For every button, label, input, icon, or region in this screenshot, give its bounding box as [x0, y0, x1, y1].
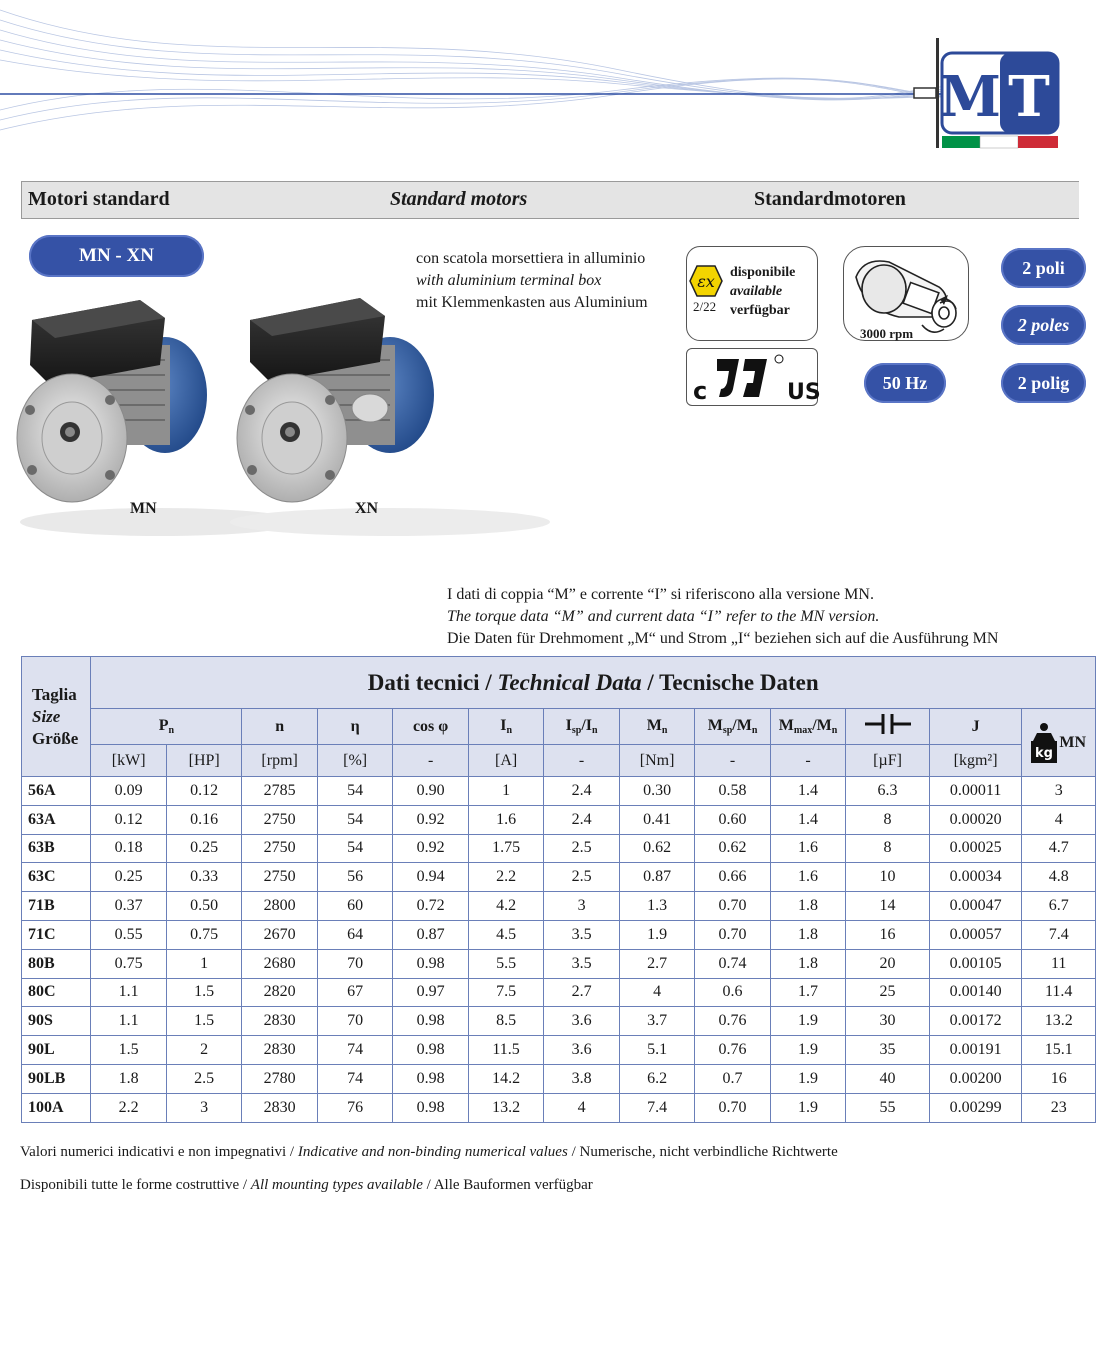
table-cell: 11.4: [1022, 978, 1096, 1007]
table-cell: 0.90: [393, 777, 468, 806]
table-cell: 40: [846, 1064, 930, 1093]
row-size: 80C: [22, 978, 91, 1007]
unit-header: -: [544, 745, 619, 777]
table-cell: 11: [1022, 949, 1096, 978]
table-cell: 2.2: [91, 1093, 166, 1122]
table-row: [22, 978, 1096, 1007]
table-cell: 14: [846, 892, 930, 921]
atex-ex-icon: [689, 265, 723, 297]
table-cell: 1.9: [770, 1036, 845, 1065]
table-cell: 1: [166, 949, 241, 978]
table-cell: 1.6: [770, 834, 845, 863]
table-cell: 60: [317, 892, 392, 921]
table-cell: 0.09: [91, 777, 166, 806]
table-cell: 0.98: [393, 949, 468, 978]
table-cell: 3.6: [544, 1036, 619, 1065]
table-cell: 0.00057: [929, 920, 1022, 949]
table-cell: 20: [846, 949, 930, 978]
table-cell: 2800: [242, 892, 317, 921]
table-cell: 6.7: [1022, 892, 1096, 921]
row-size: 63C: [22, 863, 91, 892]
note-en: The torque data “M” and current data “I” refer to the MN version.: [447, 608, 880, 625]
ex-availability-badge: [686, 246, 818, 341]
footnote-values: Valori numerici indicativi e non impegnativi / Indicative and non-binding numerical values / Numerische, nicht verbindliche Richtwerte: [20, 1144, 838, 1160]
table-cell: 13.2: [468, 1093, 543, 1122]
unit-header: [%]: [317, 745, 392, 777]
table-cell: 3.8: [544, 1064, 619, 1093]
table-cell: 4: [619, 978, 694, 1007]
capacitor-icon: [846, 709, 930, 745]
row-size: 90L: [22, 1036, 91, 1065]
header-current: $I_n$: [468, 709, 543, 745]
table-row: [22, 834, 1096, 863]
table-cell: 7.4: [1022, 920, 1096, 949]
table-cell: 2.5: [544, 834, 619, 863]
table-cell: 56: [317, 863, 392, 892]
svg-text:M: M: [939, 64, 1001, 130]
note-de: Die Daten für Drehmoment „M“ und Strom „I“ beziehen sich auf die Ausführung MN: [447, 630, 999, 647]
table-cell: 1.9: [619, 920, 694, 949]
table-cell: 6.3: [846, 777, 930, 806]
table-cell: 7.4: [619, 1093, 694, 1122]
table-cell: 2680: [242, 949, 317, 978]
weight-kg-icon: [1031, 721, 1057, 765]
table-cell: 1.8: [770, 892, 845, 921]
ex-available-de: verfügbar: [730, 303, 790, 318]
table-cell: 0.7: [695, 1064, 770, 1093]
table-cell: 2750: [242, 863, 317, 892]
header-inertia: J: [929, 709, 1022, 745]
table-cell: 0.98: [393, 1093, 468, 1122]
unit-header: -: [393, 745, 468, 777]
table-cell: 0.37: [91, 892, 166, 921]
table-cell: 2.2: [468, 863, 543, 892]
ex-available-it: disponibile: [730, 265, 796, 280]
row-size: 63B: [22, 834, 91, 863]
table-cell: 0.00191: [929, 1036, 1022, 1065]
header-power-factor: cos φ: [393, 709, 468, 745]
motor-xn-image: [237, 298, 434, 502]
header-wave-graphic: [0, 0, 960, 150]
table-cell: 0.75: [166, 920, 241, 949]
table-cell: 67: [317, 978, 392, 1007]
title-bar: [21, 181, 1079, 219]
svg-text:kg: kg: [1035, 745, 1054, 761]
table-cell: 3.7: [619, 1007, 694, 1036]
table-cell: 4.5: [468, 920, 543, 949]
table-cell: 0.00105: [929, 949, 1022, 978]
unit-header: [HP]: [166, 745, 241, 777]
table-cell: 0.00172: [929, 1007, 1022, 1036]
motor-mn-image: [17, 300, 207, 502]
table-cell: 0.55: [91, 920, 166, 949]
motor-illustrations: [10, 290, 570, 540]
table-cell: 1.9: [770, 1007, 845, 1036]
table-cell: 1.3: [619, 892, 694, 921]
table-cell: 0.00299: [929, 1093, 1022, 1122]
terminal-box-it: con scatola morsettiera in alluminio: [416, 250, 646, 267]
table-cell: 0.50: [166, 892, 241, 921]
title-german: Standardmotoren: [754, 188, 906, 210]
header-power: $P_n$: [91, 709, 242, 745]
table-cell: 0.76: [695, 1007, 770, 1036]
table-cell: 1.1: [91, 1007, 166, 1036]
row-size: 71B: [22, 892, 91, 921]
table-cell: 0.66: [695, 863, 770, 892]
table-cell: 0.70: [695, 1093, 770, 1122]
technical-data-table: [21, 656, 1096, 1123]
table-cell: 25: [846, 978, 930, 1007]
terminal-box-en: with aluminium terminal box: [416, 272, 602, 289]
poles-badge-de: 2 polig: [1001, 363, 1086, 403]
table-cell: 30: [846, 1007, 930, 1036]
table-cell: 0.62: [695, 834, 770, 863]
svg-text:T: T: [1008, 64, 1050, 130]
table-cell: 0.92: [393, 805, 468, 834]
table-cell: 1.6: [468, 805, 543, 834]
table-cell: 0.00140: [929, 978, 1022, 1007]
table-cell: 0.94: [393, 863, 468, 892]
table-cell: 0.25: [166, 834, 241, 863]
table-cell: 1.8: [91, 1064, 166, 1093]
ul-left-letter: c: [693, 377, 708, 405]
table-cell: 0.76: [695, 1036, 770, 1065]
table-cell: 55: [846, 1093, 930, 1122]
table-cell: 3: [166, 1093, 241, 1122]
table-cell: 14.2: [468, 1064, 543, 1093]
table-cell: 1.5: [166, 978, 241, 1007]
table-row: [22, 863, 1096, 892]
ex-available-en: available: [730, 284, 783, 299]
table-cell: 0.00034: [929, 863, 1022, 892]
table-cell: 8: [846, 834, 930, 863]
table-cell: 2785: [242, 777, 317, 806]
table-cell: 0.97: [393, 978, 468, 1007]
cul-us-certification-badge: [686, 348, 821, 406]
table-cell: 1.9: [770, 1093, 845, 1122]
title-italian: Motori standard: [28, 188, 170, 210]
mt-logo: [930, 38, 1070, 150]
header-torque: $M_n$: [619, 709, 694, 745]
poles-badge-en: 2 poles: [1001, 305, 1086, 345]
table-cell: 54: [317, 805, 392, 834]
ul-right-letters: US: [787, 380, 821, 405]
table-cell: 2830: [242, 1007, 317, 1036]
table-cell: 2.4: [544, 805, 619, 834]
table-cell: 1.6: [770, 863, 845, 892]
table-row: [22, 949, 1096, 978]
table-cell: 0.41: [619, 805, 694, 834]
table-row: [22, 1093, 1096, 1122]
header-efficiency: η: [317, 709, 392, 745]
table-row: [22, 920, 1096, 949]
table-cell: 0.62: [619, 834, 694, 863]
motor-label-xn: XN: [355, 500, 379, 517]
table-cell: 70: [317, 1007, 392, 1036]
row-size: 80B: [22, 949, 91, 978]
table-cell: 0.25: [91, 863, 166, 892]
table-cell: 76: [317, 1093, 392, 1122]
table-cell: 0.92: [393, 834, 468, 863]
table-cell: 2750: [242, 834, 317, 863]
table-row: [22, 1036, 1096, 1065]
table-cell: 4.7: [1022, 834, 1096, 863]
table-cell: 10: [846, 863, 930, 892]
table-cell: 0.16: [166, 805, 241, 834]
table-cell: 0.87: [393, 920, 468, 949]
table-cell: 1.4: [770, 805, 845, 834]
row-size: 71C: [22, 920, 91, 949]
frequency-badge: 50 Hz: [864, 363, 946, 403]
table-cell: 1.5: [166, 1007, 241, 1036]
table-cell: 8: [846, 805, 930, 834]
table-cell: 11.5: [468, 1036, 543, 1065]
table-cell: 0.70: [695, 920, 770, 949]
table-cell: 0.00200: [929, 1064, 1022, 1093]
unit-header: -: [770, 745, 845, 777]
table-cell: 0.60: [695, 805, 770, 834]
table-cell: 70: [317, 949, 392, 978]
table-cell: 74: [317, 1064, 392, 1093]
table-cell: 0.6: [695, 978, 770, 1007]
table-cell: 74: [317, 1036, 392, 1065]
table-cell: 54: [317, 777, 392, 806]
table-cell: 0.70: [695, 892, 770, 921]
row-size: 100A: [22, 1093, 91, 1122]
table-cell: 1.75: [468, 834, 543, 863]
table-cell: 16: [1022, 1064, 1096, 1093]
row-size: 56A: [22, 777, 91, 806]
unit-header: [kgm²]: [929, 745, 1022, 777]
table-cell: 2.4: [544, 777, 619, 806]
table-cell: 4: [544, 1093, 619, 1122]
table-cell: 2.5: [544, 863, 619, 892]
model-badge: MN - XN: [29, 235, 204, 277]
table-cell: 1.4: [770, 777, 845, 806]
table-cell: 2830: [242, 1093, 317, 1122]
header-max-torque-ratio: $M_{max}/M_n$: [770, 709, 845, 745]
table-cell: 5.5: [468, 949, 543, 978]
unit-header: [µF]: [846, 745, 930, 777]
unit-header: [rpm]: [242, 745, 317, 777]
row-size: 90S: [22, 1007, 91, 1036]
table-title: Dati tecnici / Technical Data / Tecnische Daten: [91, 657, 1096, 709]
table-cell: 54: [317, 834, 392, 863]
table-cell: 2670: [242, 920, 317, 949]
table-cell: 1.7: [770, 978, 845, 1007]
table-cell: 64: [317, 920, 392, 949]
table-cell: 0.75: [91, 949, 166, 978]
table-cell: 6.2: [619, 1064, 694, 1093]
table-cell: 2.7: [619, 949, 694, 978]
table-cell: 0.72: [393, 892, 468, 921]
poles-badge-it: 2 poli: [1001, 248, 1086, 288]
table-cell: 0.00047: [929, 892, 1022, 921]
table-cell: 0.30: [619, 777, 694, 806]
table-cell: 1.8: [770, 920, 845, 949]
header-starting-torque-ratio: $M_{sp}/M_n$: [695, 709, 770, 745]
table-cell: 23: [1022, 1093, 1096, 1122]
table-cell: 0.58: [695, 777, 770, 806]
table-row: [22, 805, 1096, 834]
header-speed: n: [242, 709, 317, 745]
table-cell: 0.98: [393, 1064, 468, 1093]
row-size: 90LB: [22, 1064, 91, 1093]
table-cell: 1.5: [91, 1036, 166, 1065]
terminal-box-de: mit Klemmenkasten aus Aluminium: [416, 294, 648, 311]
table-cell: 0.12: [166, 777, 241, 806]
terminal-box-description: [416, 248, 648, 314]
table-row: [22, 892, 1096, 921]
cul-us-icon: [687, 349, 819, 407]
unit-header: -: [695, 745, 770, 777]
table-cell: 1.8: [770, 949, 845, 978]
footnote-mounting: Disponibili tutte le forme costruttive / All mounting types available / Alle Bauformen verfügbar: [20, 1177, 593, 1193]
header-starting-current-ratio: $I_{sp}/I_n$: [544, 709, 619, 745]
rpm-label: 3000 rpm: [860, 326, 914, 341]
table-cell: 0.00020: [929, 805, 1022, 834]
table-cell: 1.1: [91, 978, 166, 1007]
table-cell: 16: [846, 920, 930, 949]
table-cell: 2830: [242, 1036, 317, 1065]
table-cell: 2750: [242, 805, 317, 834]
table-cell: 4.8: [1022, 863, 1096, 892]
table-row: [22, 1007, 1096, 1036]
table-cell: 1: [468, 777, 543, 806]
note-it: I dati di coppia “M” e corrente “I” si riferiscono alla versione MN.: [447, 586, 874, 603]
table-cell: 7.5: [468, 978, 543, 1007]
table-cell: 1.9: [770, 1064, 845, 1093]
table-cell: 0.33: [166, 863, 241, 892]
table-cell: 2: [166, 1036, 241, 1065]
table-cell: 35: [846, 1036, 930, 1065]
title-english: Standard motors: [390, 188, 528, 210]
table-cell: 0.18: [91, 834, 166, 863]
unit-header: [Nm]: [619, 745, 694, 777]
table-cell: 13.2: [1022, 1007, 1096, 1036]
table-cell: 5.1: [619, 1036, 694, 1065]
table-cell: 2820: [242, 978, 317, 1007]
table-cell: 4.2: [468, 892, 543, 921]
motor-label-mn: MN: [130, 500, 157, 517]
table-cell: 0.98: [393, 1007, 468, 1036]
table-cell: 15.1: [1022, 1036, 1096, 1065]
ex-zone: 2/22: [693, 299, 717, 314]
table-cell: 0.00011: [929, 777, 1022, 806]
row-size: 63A: [22, 805, 91, 834]
table-cell: 0.12: [91, 805, 166, 834]
table-cell: 3.5: [544, 920, 619, 949]
size-header: Taglia Size Größe: [22, 657, 91, 777]
table-cell: 3.5: [544, 949, 619, 978]
table-row: [22, 777, 1096, 806]
table-cell: 2780: [242, 1064, 317, 1093]
table-cell: 4: [1022, 805, 1096, 834]
unit-header: [A]: [468, 745, 543, 777]
table-cell: 0.00025: [929, 834, 1022, 863]
header-weight: kg MN: [1022, 709, 1096, 777]
table-cell: 0.87: [619, 863, 694, 892]
table-cell: 0.98: [393, 1036, 468, 1065]
table-row: [22, 1064, 1096, 1093]
table-cell: 3: [1022, 777, 1096, 806]
data-note: [447, 584, 998, 650]
table-cell: 2.5: [166, 1064, 241, 1093]
svg-text:εx: εx: [697, 272, 715, 291]
table-cell: 3: [544, 892, 619, 921]
table-cell: 0.74: [695, 949, 770, 978]
table-cell: 3.6: [544, 1007, 619, 1036]
table-cell: 8.5: [468, 1007, 543, 1036]
unit-header: [kW]: [91, 745, 166, 777]
table-cell: 2.7: [544, 978, 619, 1007]
